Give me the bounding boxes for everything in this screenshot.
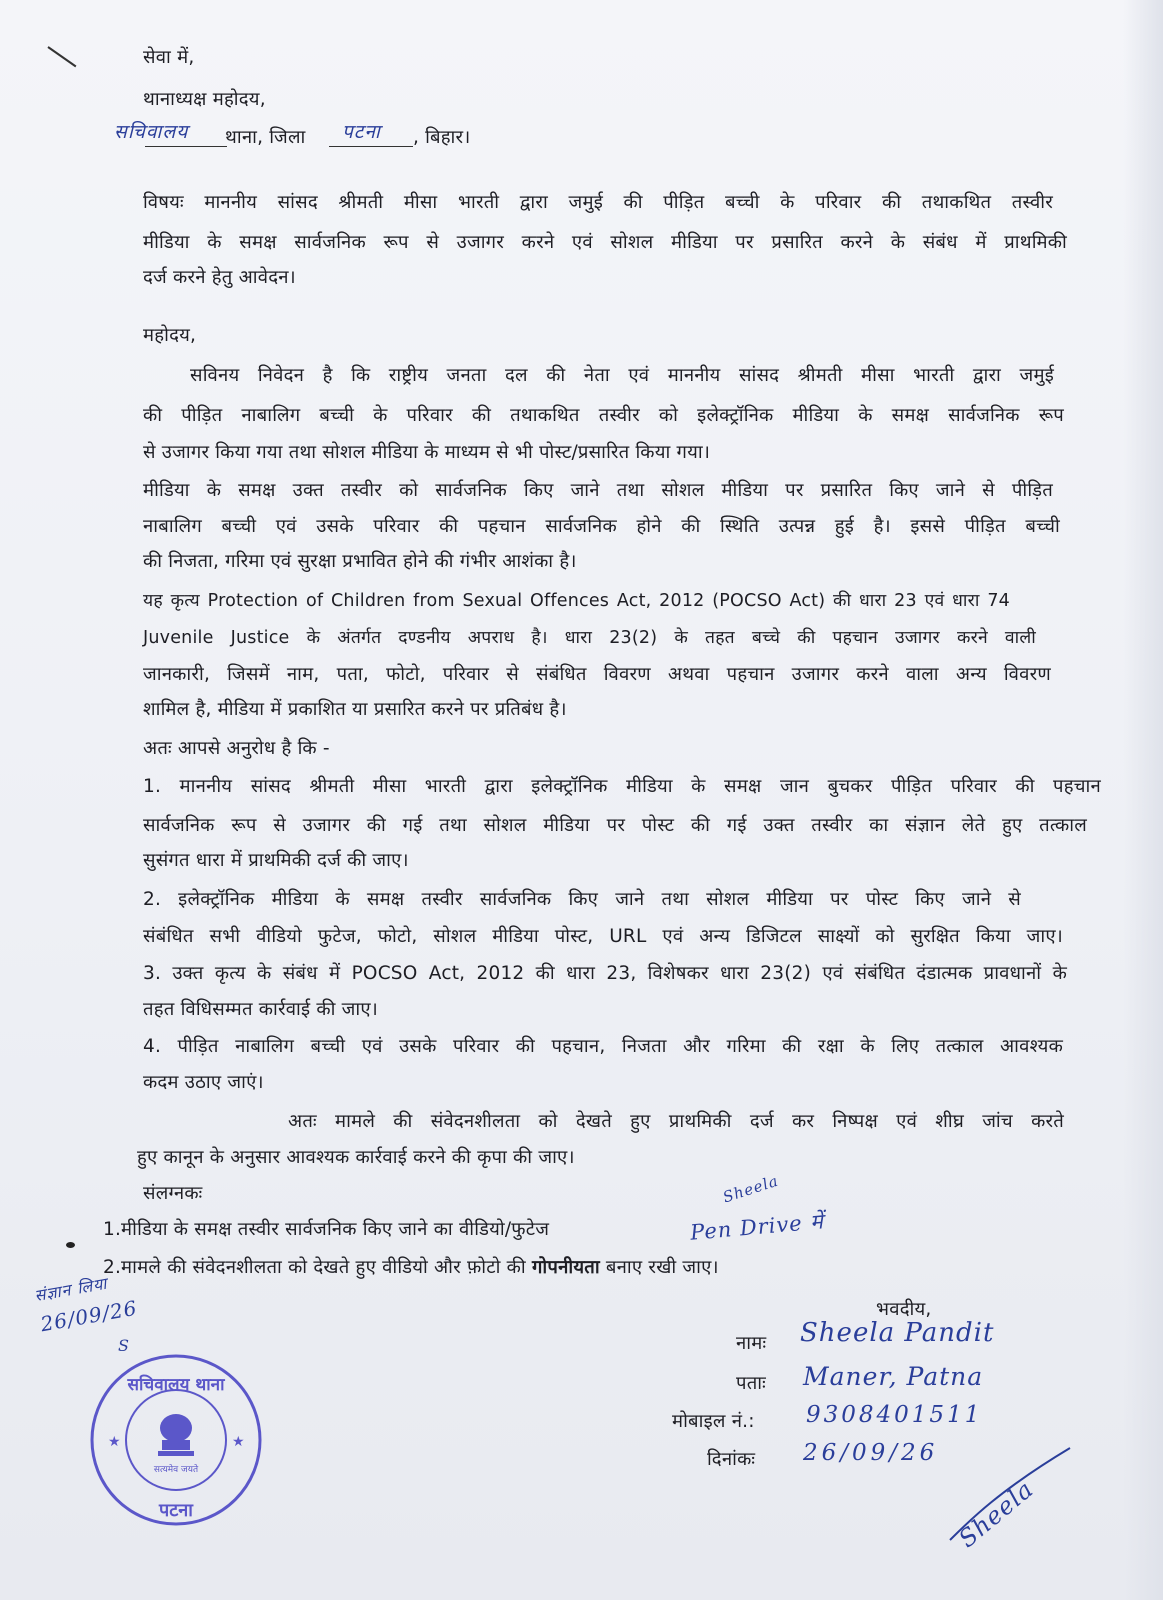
name-handwritten: Sheela Pandit [800,1318,995,1348]
para1-line1: सविनय निवेदन है कि राष्ट्रीय जनता दल की नेता एवं माननीय सांसद श्रीमती मीसा भारती द्वारा जमुई [190,365,1054,386]
attachment-1: 1.मीडिया के समक्ष तस्वीर सार्वजनिक किए जाने का वीडियो/फुटेज [103,1219,550,1240]
request-2-line2: संबंधित सभी वीडियो फुटेज, फोटो, सोशल मीडिया पोस्ट, URL एवं अन्य डिजिटल साक्ष्यों को सुरक्षित किया जाए। [143,926,1063,947]
subject-line-3: दर्ज करने हेतु आवेदन। [143,267,296,288]
salutation: सेवा में, [143,47,195,68]
thana-label: थाना, जिला [225,127,306,148]
date-label: दिनांकः [707,1449,756,1470]
para3-line3: जानकारी, जिसमें नाम, पता, फोटो, परिवार से संबंधित विवरण अथवा पहचान उजागर करने वाला अन्य विवरण [143,664,1051,685]
para3-line4: शामिल है, मीडिया में प्रकाशित या प्रसारित करने पर प्रतिबंध है। [143,699,567,720]
attachment-1-handwritten-note: Pen Drive में [689,1209,825,1245]
police-station-seal [86,1350,266,1530]
seal-top-text: सचिवालय थाना [127,1375,225,1395]
request-4-line1: 4. पीड़ित नाबालिग बच्ची एवं उसके परिवार की पहचान, निजता और गरिमा की रक्षा के लिए तत्काल आवश्यक [143,1036,1063,1057]
recipient: थानाध्यक्ष महोदय, [143,89,266,110]
request-1-line2: सार्वजनिक रूप से उजागर की गई तथा सोशल मीडिया पर पोस्ट की गई उक्त तस्वीर का संज्ञान लेते हुए तत्काल [143,815,1087,836]
para2-line2: नाबालिग बच्ची एवं उसके परिवार की पहचान सार्वजनिक होने की स्थिति उत्पन्न हुई है। इससे पीड़ित बच्ची [143,516,1060,537]
para1-line2: की पीड़ित नाबालिग बच्ची के परिवार की तथाकथित तस्वीर को इलेक्ट्रॉनिक मीडिया के समक्ष सार्वजनिक रूप [143,405,1064,426]
seal-star-right-icon: ★ [232,1434,245,1450]
police-station-underline [145,146,227,147]
ink-dot [66,1242,75,1248]
para1-line3: से उजागर किया गया तथा सोशल मीडिया के माध्यम से भी पोस्ट/प्रसारित किया गया। [143,442,711,463]
mobile-handwritten: 9308401511 [806,1402,983,1428]
attachment-1-initials: Sheela [720,1171,781,1207]
yours-faithfully: भवदीय, [876,1299,932,1320]
para3-line2: Juvenile Justice के अंतर्गत दण्डनीय अपराध है। धारा 23(2) के तहत बच्चे की पहचान उजागर करने वाली [143,628,1036,648]
name-label: नामः [736,1333,767,1354]
received-note-line1: संज्ञान लिया [32,1273,109,1306]
closing-line1: अतः मामले की संवेदनशीलता को देखते हुए प्राथमिकी दर्ज कर निष्पक्ष एवं शीघ्र जांच करते [288,1111,1064,1132]
seal-star-left-icon: ★ [108,1434,121,1450]
district-handwritten: पटना [342,121,381,143]
subject-line-2: मीडिया के समक्ष सार्वजनिक रूप से उजागर करने एवं सोशल मीडिया पर प्रसारित करने के संबंध में प्राथमिकी [143,232,1067,253]
request-4-line2: कदम उठाए जाएं। [143,1072,264,1093]
request-1-line3: सुसंगत धारा में प्राथमिकी दर्ज की जाए। [143,850,409,871]
address-label: पताः [736,1373,766,1394]
district-underline [329,146,413,147]
seal-bottom-text: पटना [159,1500,193,1521]
state-label: , बिहार। [413,127,471,148]
seal-graphic [86,1350,266,1530]
police-station-handwritten: सचिवालय [114,121,189,143]
address-handwritten: Maner, Patna [803,1362,984,1391]
received-note-initial: S [118,1336,130,1355]
corner-pen-mark [47,46,76,67]
request-2-line1: 2. इलेक्ट्रॉनिक मीडिया के समक्ष तस्वीर सार्वजनिक किए जाने तथा सोशल मीडिया पर पोस्ट किए जाने से [143,889,1021,910]
attachment-2-pre: 2.मामले की संवेदनशीलता को देखते हुए वीडियो और फ़ोटो की [103,1257,532,1278]
attachment-2 [103,1254,719,1279]
para2-line3: की निजता, गरिमा एवं सुरक्षा प्रभावित होने की गंभीर आशंका है। [143,551,577,572]
para2-line1: मीडिया के समक्ष उक्त तस्वीर को सार्वजनिक किए जाने तथा सोशल मीडिया पर प्रसारित किए जाने से पीड़ित [143,480,1053,501]
seal-motto: सत्यमेव जयते [153,1465,199,1475]
attachment-2-bold: गोपनीयता [531,1257,600,1278]
request-intro: अतः आपसे अनुरोध है कि - [143,738,330,759]
received-note-date: 26/09/26 [38,1295,140,1337]
greeting: महोदय, [143,325,197,346]
para3-line1: यह कृत्य Protection of Children from Sexual Offences Act, 2012 (POCSO Act) की धारा 23 एवं धारा 74 [143,591,1010,611]
page-edge-shadow [1123,0,1163,1600]
date-handwritten: 26/09/26 [803,1440,939,1466]
closing-line2: हुए कानून के अनुसार आवश्यक कार्रवाई करने की कृपा की जाए। [137,1147,575,1168]
mobile-label: मोबाइल नं.: [672,1411,755,1432]
attachment-2-post: बनाए रखी जाए। [599,1257,719,1278]
request-3-line2: तहत विधिसम्मत कार्रवाई की जाए। [143,999,379,1020]
national-emblem-icon [158,1414,194,1456]
attachments-label: संलग्नकः [143,1183,203,1204]
request-3-line1: 3. उक्त कृत्य के संबंध में POCSO Act, 2012 की धारा 23, विशेषकर धारा 23(2) एवं संबंधित दंडात्मक प्रावधानों के [143,963,1067,984]
subject-line-1: विषयः माननीय सांसद श्रीमती मीसा भारती द्वारा जमुई की पीड़ित बच्ची के परिवार की तथाकथित तस्वीर [143,192,1053,213]
signature: Sheela [953,1474,1039,1554]
signature-stroke [930,1440,1080,1550]
request-1-line1: 1. माननीय सांसद श्रीमती मीसा भारती द्वारा इलेक्ट्रॉनिक मीडिया के समक्ष जान बुचकर पीड़ित परिवार की पहचान [143,776,1101,797]
